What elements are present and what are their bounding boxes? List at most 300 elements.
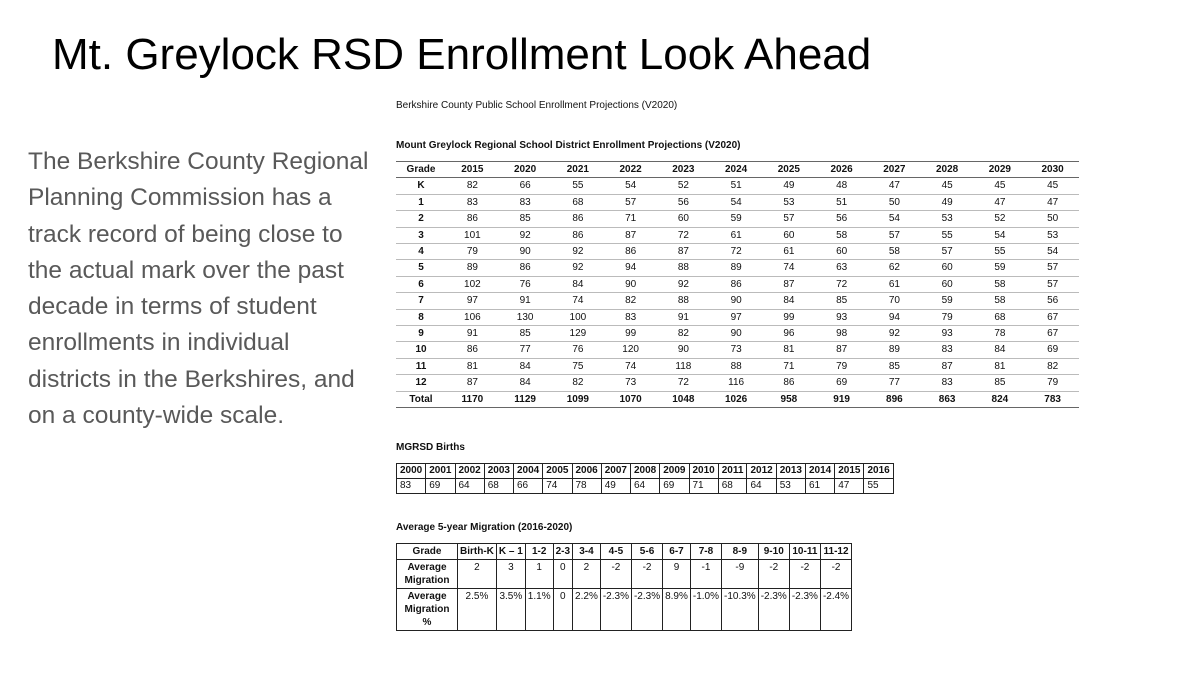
enrollment-cell: 99 bbox=[604, 326, 657, 342]
enrollment-cell: 85 bbox=[815, 293, 868, 309]
enrollment-cell: 57 bbox=[1026, 276, 1079, 292]
migration-value-cell: 2.2% bbox=[573, 589, 601, 631]
birth-year-cell: 2015 bbox=[835, 464, 864, 479]
enrollment-cell: 92 bbox=[552, 260, 605, 276]
enrollment-cell: 85 bbox=[499, 211, 552, 227]
enrollment-cell: 84 bbox=[552, 276, 605, 292]
enrollment-cell: 75 bbox=[552, 358, 605, 374]
enrollment-cell: 48 bbox=[815, 178, 868, 194]
grade-cell: 3 bbox=[396, 227, 446, 243]
birth-count-cell: 55 bbox=[864, 479, 893, 494]
enrollment-cell: 69 bbox=[1026, 342, 1079, 358]
enrollment-cell: 98 bbox=[815, 326, 868, 342]
enrollment-cell: 68 bbox=[974, 309, 1027, 325]
grade-cell: 9 bbox=[396, 326, 446, 342]
enrollment-cell: 92 bbox=[552, 244, 605, 260]
enrollment-cell: 68 bbox=[552, 194, 605, 210]
column-header: 2024 bbox=[710, 162, 763, 178]
migration-row bbox=[397, 560, 852, 589]
enrollment-cell: 97 bbox=[446, 293, 499, 309]
enrollment-cell: 73 bbox=[604, 375, 657, 391]
enrollment-cell: 118 bbox=[657, 358, 710, 374]
enrollment-cell: 91 bbox=[446, 326, 499, 342]
enrollment-cell: 71 bbox=[604, 211, 657, 227]
migration-value-cell: 8.9% bbox=[663, 589, 691, 631]
enrollment-cell: 82 bbox=[1026, 358, 1079, 374]
migration-value-cell: 9 bbox=[663, 560, 691, 589]
enrollment-cell: 89 bbox=[710, 260, 763, 276]
migration-column-header: 4-5 bbox=[600, 544, 631, 560]
migration-value-cell: -2 bbox=[631, 560, 662, 589]
enrollment-cell: 116 bbox=[710, 375, 763, 391]
enrollment-cell: 83 bbox=[446, 194, 499, 210]
enrollment-cell: 47 bbox=[1026, 194, 1079, 210]
column-header: 2029 bbox=[974, 162, 1027, 178]
body-text: The Berkshire County Regional Planning Commission has a track record of being close to the actual mark over the past decade in terms of student enrollments in individual districts in the Berkshires, and on a county-wide scale. bbox=[28, 148, 369, 430]
birth-count-cell: 69 bbox=[660, 479, 689, 494]
migration-value-cell: -2.3% bbox=[600, 589, 631, 631]
migration-value-cell: -1 bbox=[690, 560, 721, 589]
enrollment-cell: 53 bbox=[921, 211, 974, 227]
migration-row-label: Average Migration % bbox=[397, 589, 458, 631]
enrollment-cell: 67 bbox=[1026, 309, 1079, 325]
migration-value-cell: -9 bbox=[722, 560, 759, 589]
birth-count-cell: 74 bbox=[543, 479, 572, 494]
migration-value-cell: -2.4% bbox=[820, 589, 851, 631]
birth-year-cell: 2006 bbox=[572, 464, 601, 479]
migration-value-cell: 1 bbox=[525, 560, 553, 589]
enrollment-cell: 63 bbox=[815, 260, 868, 276]
enrollment-cell: 50 bbox=[868, 194, 921, 210]
enrollment-cell: 58 bbox=[974, 293, 1027, 309]
enrollment-cell: 56 bbox=[657, 194, 710, 210]
enrollment-cell: 91 bbox=[657, 309, 710, 325]
enrollment-cell: 45 bbox=[921, 178, 974, 194]
county-projections-label: Berkshire County Public School Enrollment Projections (V2020) bbox=[396, 100, 678, 111]
enrollment-cell: 86 bbox=[552, 211, 605, 227]
enrollment-cell: 58 bbox=[868, 244, 921, 260]
migration-column-header: 10-11 bbox=[789, 544, 820, 560]
enrollment-cell: 53 bbox=[1026, 227, 1079, 243]
enrollment-cell: 86 bbox=[604, 244, 657, 260]
enrollment-cell: 56 bbox=[815, 211, 868, 227]
enrollment-cell: 60 bbox=[657, 211, 710, 227]
enrollment-cell: 87 bbox=[763, 276, 816, 292]
enrollment-cell: 79 bbox=[1026, 375, 1079, 391]
table-row bbox=[396, 260, 1079, 276]
grade-cell: 10 bbox=[396, 342, 446, 358]
enrollment-cell: 129 bbox=[552, 326, 605, 342]
enrollment-cell: 84 bbox=[974, 342, 1027, 358]
total-cell: 1026 bbox=[710, 391, 763, 407]
enrollment-cell: 93 bbox=[921, 326, 974, 342]
table-row bbox=[396, 375, 1079, 391]
enrollment-cell: 87 bbox=[657, 244, 710, 260]
migration-value-cell: -2 bbox=[600, 560, 631, 589]
total-cell: 958 bbox=[763, 391, 816, 407]
enrollment-cell: 94 bbox=[604, 260, 657, 276]
enrollment-cell: 66 bbox=[499, 178, 552, 194]
enrollment-cell: 85 bbox=[974, 375, 1027, 391]
enrollment-cell: 72 bbox=[657, 375, 710, 391]
birth-count-cell: 71 bbox=[689, 479, 718, 494]
enrollment-cell: 81 bbox=[974, 358, 1027, 374]
grade-cell: 11 bbox=[396, 358, 446, 374]
total-cell: 1170 bbox=[446, 391, 499, 407]
enrollment-cell: 82 bbox=[657, 326, 710, 342]
birth-year-cell: 2016 bbox=[864, 464, 893, 479]
table-row bbox=[396, 276, 1079, 292]
enrollment-cell: 92 bbox=[657, 276, 710, 292]
enrollment-cell: 76 bbox=[499, 276, 552, 292]
enrollment-cell: 84 bbox=[499, 375, 552, 391]
grade-cell: 12 bbox=[396, 375, 446, 391]
enrollment-cell: 91 bbox=[499, 293, 552, 309]
enrollment-cell: 53 bbox=[763, 194, 816, 210]
enrollment-cell: 73 bbox=[710, 342, 763, 358]
enrollment-cell: 84 bbox=[499, 358, 552, 374]
enrollment-cell: 57 bbox=[868, 227, 921, 243]
migration-column-header: Grade bbox=[397, 544, 458, 560]
births-table bbox=[396, 463, 894, 494]
migration-value-cell: 2 bbox=[573, 560, 601, 589]
table-row bbox=[396, 194, 1079, 210]
migration-value-cell: 1.1% bbox=[525, 589, 553, 631]
table-row bbox=[396, 211, 1079, 227]
migration-column-header: 11-12 bbox=[820, 544, 851, 560]
district-projections-label: Mount Greylock Regional School District Enrollment Projections (V2020) bbox=[396, 140, 741, 151]
migration-value-cell: 3.5% bbox=[496, 589, 525, 631]
column-header: 2020 bbox=[499, 162, 552, 178]
birth-year-cell: 2007 bbox=[601, 464, 630, 479]
enrollment-cell: 72 bbox=[815, 276, 868, 292]
enrollment-cell: 90 bbox=[710, 293, 763, 309]
migration-row bbox=[397, 589, 852, 631]
migration-column-header: 6-7 bbox=[663, 544, 691, 560]
birth-year-cell: 2011 bbox=[718, 464, 747, 479]
birth-count-cell: 69 bbox=[426, 479, 455, 494]
births-label: MGRSD Births bbox=[396, 442, 465, 453]
enrollment-cell: 90 bbox=[604, 276, 657, 292]
enrollment-cell: 57 bbox=[1026, 260, 1079, 276]
column-header: Grade bbox=[396, 162, 446, 178]
column-header: 2021 bbox=[552, 162, 605, 178]
total-cell: 824 bbox=[974, 391, 1027, 407]
migration-column-header: 2-3 bbox=[553, 544, 572, 560]
migration-column-header: 3-4 bbox=[573, 544, 601, 560]
enrollment-cell: 78 bbox=[974, 326, 1027, 342]
enrollment-cell: 99 bbox=[763, 309, 816, 325]
enrollment-projections-table bbox=[396, 161, 1079, 408]
enrollment-cell: 54 bbox=[1026, 244, 1079, 260]
birth-year-cell: 2009 bbox=[660, 464, 689, 479]
enrollment-cell: 61 bbox=[763, 244, 816, 260]
enrollment-cell: 76 bbox=[552, 342, 605, 358]
enrollment-cell: 59 bbox=[921, 293, 974, 309]
enrollment-cell: 87 bbox=[446, 375, 499, 391]
table-row bbox=[396, 227, 1079, 243]
table-row bbox=[396, 309, 1079, 325]
grade-cell: 4 bbox=[396, 244, 446, 260]
migration-value-cell: 2 bbox=[458, 560, 497, 589]
enrollment-cell: 85 bbox=[868, 358, 921, 374]
enrollment-cell: 58 bbox=[815, 227, 868, 243]
migration-column-header: 1-2 bbox=[525, 544, 553, 560]
migration-column-header: Birth-K bbox=[458, 544, 497, 560]
enrollment-cell: 74 bbox=[604, 358, 657, 374]
enrollment-cell: 77 bbox=[868, 375, 921, 391]
migration-value-cell: -2.3% bbox=[789, 589, 820, 631]
migration-value-cell: 0 bbox=[553, 589, 572, 631]
enrollment-cell: 89 bbox=[868, 342, 921, 358]
enrollment-cell: 84 bbox=[763, 293, 816, 309]
enrollment-cell: 61 bbox=[868, 276, 921, 292]
enrollment-cell: 92 bbox=[499, 227, 552, 243]
enrollment-cell: 52 bbox=[974, 211, 1027, 227]
column-header: 2015 bbox=[446, 162, 499, 178]
enrollment-cell: 87 bbox=[815, 342, 868, 358]
enrollment-cell: 69 bbox=[815, 375, 868, 391]
grade-cell: 7 bbox=[396, 293, 446, 309]
births-values-row bbox=[397, 479, 894, 494]
column-header: 2023 bbox=[657, 162, 710, 178]
enrollment-cell: 60 bbox=[763, 227, 816, 243]
birth-year-cell: 2010 bbox=[689, 464, 718, 479]
column-header: 2028 bbox=[921, 162, 974, 178]
enrollment-cell: 120 bbox=[604, 342, 657, 358]
grade-cell: K bbox=[396, 178, 446, 194]
enrollment-cell: 96 bbox=[763, 326, 816, 342]
enrollment-cell: 59 bbox=[710, 211, 763, 227]
enrollment-cell: 74 bbox=[552, 293, 605, 309]
column-header: 2025 bbox=[763, 162, 816, 178]
slide-title: Mt. Greylock RSD Enrollment Look Ahead bbox=[52, 30, 872, 79]
enrollment-cell: 71 bbox=[763, 358, 816, 374]
birth-count-cell: 49 bbox=[601, 479, 630, 494]
table-header-row bbox=[396, 162, 1079, 178]
enrollment-cell: 55 bbox=[921, 227, 974, 243]
migration-value-cell: -10.3% bbox=[722, 589, 759, 631]
birth-count-cell: 66 bbox=[514, 479, 543, 494]
enrollment-cell: 79 bbox=[921, 309, 974, 325]
table-row bbox=[396, 244, 1079, 260]
enrollment-cell: 106 bbox=[446, 309, 499, 325]
migration-table bbox=[396, 543, 852, 631]
enrollment-cell: 60 bbox=[921, 276, 974, 292]
birth-count-cell: 47 bbox=[835, 479, 864, 494]
enrollment-cell: 54 bbox=[604, 178, 657, 194]
birth-year-cell: 2005 bbox=[543, 464, 572, 479]
birth-count-cell: 64 bbox=[747, 479, 776, 494]
birth-count-cell: 53 bbox=[776, 479, 805, 494]
total-row bbox=[396, 391, 1079, 407]
column-header: 2027 bbox=[868, 162, 921, 178]
migration-column-header: K – 1 bbox=[496, 544, 525, 560]
table-row bbox=[396, 358, 1079, 374]
enrollment-cell: 62 bbox=[868, 260, 921, 276]
enrollment-cell: 86 bbox=[710, 276, 763, 292]
enrollment-cell: 47 bbox=[974, 194, 1027, 210]
birth-year-cell: 2001 bbox=[426, 464, 455, 479]
migration-value-cell: -2 bbox=[820, 560, 851, 589]
migration-value-cell: -2 bbox=[758, 560, 789, 589]
enrollment-cell: 77 bbox=[499, 342, 552, 358]
enrollment-cell: 61 bbox=[710, 227, 763, 243]
enrollment-cell: 88 bbox=[657, 293, 710, 309]
total-cell: 863 bbox=[921, 391, 974, 407]
enrollment-cell: 85 bbox=[499, 326, 552, 342]
enrollment-cell: 130 bbox=[499, 309, 552, 325]
total-cell: 896 bbox=[868, 391, 921, 407]
enrollment-cell: 47 bbox=[868, 178, 921, 194]
enrollment-cell: 82 bbox=[604, 293, 657, 309]
enrollment-cell: 81 bbox=[446, 358, 499, 374]
migration-value-cell: 3 bbox=[496, 560, 525, 589]
birth-count-cell: 78 bbox=[572, 479, 601, 494]
enrollment-cell: 100 bbox=[552, 309, 605, 325]
total-cell: 919 bbox=[815, 391, 868, 407]
birth-year-cell: 2000 bbox=[397, 464, 426, 479]
enrollment-cell: 82 bbox=[446, 178, 499, 194]
column-header: 2026 bbox=[815, 162, 868, 178]
total-cell: 1099 bbox=[552, 391, 605, 407]
enrollment-cell: 57 bbox=[604, 194, 657, 210]
enrollment-cell: 57 bbox=[921, 244, 974, 260]
enrollment-cell: 86 bbox=[552, 227, 605, 243]
enrollment-cell: 86 bbox=[446, 211, 499, 227]
birth-year-cell: 2012 bbox=[747, 464, 776, 479]
enrollment-cell: 59 bbox=[974, 260, 1027, 276]
enrollment-cell: 70 bbox=[868, 293, 921, 309]
birth-count-cell: 61 bbox=[805, 479, 834, 494]
enrollment-cell: 93 bbox=[815, 309, 868, 325]
enrollment-cell: 87 bbox=[604, 227, 657, 243]
enrollment-cell: 52 bbox=[657, 178, 710, 194]
migration-column-header: 9-10 bbox=[758, 544, 789, 560]
column-header: 2022 bbox=[604, 162, 657, 178]
enrollment-cell: 72 bbox=[657, 227, 710, 243]
enrollment-cell: 86 bbox=[763, 375, 816, 391]
enrollment-cell: 87 bbox=[921, 358, 974, 374]
migration-value-cell: -2.3% bbox=[631, 589, 662, 631]
migration-header-row bbox=[397, 544, 852, 560]
enrollment-cell: 55 bbox=[974, 244, 1027, 260]
enrollment-cell: 60 bbox=[921, 260, 974, 276]
enrollment-cell: 81 bbox=[763, 342, 816, 358]
enrollment-cell: 57 bbox=[763, 211, 816, 227]
total-cell: 1048 bbox=[657, 391, 710, 407]
migration-column-header: 8-9 bbox=[722, 544, 759, 560]
enrollment-cell: 49 bbox=[763, 178, 816, 194]
enrollment-cell: 49 bbox=[921, 194, 974, 210]
enrollment-cell: 82 bbox=[552, 375, 605, 391]
enrollment-cell: 60 bbox=[815, 244, 868, 260]
enrollment-cell: 102 bbox=[446, 276, 499, 292]
migration-column-header: 5-6 bbox=[631, 544, 662, 560]
enrollment-cell: 55 bbox=[552, 178, 605, 194]
grade-cell: 1 bbox=[396, 194, 446, 210]
enrollment-cell: 90 bbox=[499, 244, 552, 260]
enrollment-cell: 83 bbox=[921, 375, 974, 391]
migration-value-cell: 2.5% bbox=[458, 589, 497, 631]
grade-cell: 2 bbox=[396, 211, 446, 227]
births-years-row bbox=[397, 464, 894, 479]
enrollment-cell: 94 bbox=[868, 309, 921, 325]
birth-year-cell: 2004 bbox=[514, 464, 543, 479]
birth-year-cell: 2008 bbox=[631, 464, 660, 479]
enrollment-cell: 50 bbox=[1026, 211, 1079, 227]
enrollment-cell: 83 bbox=[499, 194, 552, 210]
enrollment-cell: 54 bbox=[868, 211, 921, 227]
enrollment-cell: 51 bbox=[815, 194, 868, 210]
birth-year-cell: 2002 bbox=[455, 464, 484, 479]
grade-cell: 5 bbox=[396, 260, 446, 276]
total-cell: 1129 bbox=[499, 391, 552, 407]
birth-count-cell: 83 bbox=[397, 479, 426, 494]
enrollment-cell: 67 bbox=[1026, 326, 1079, 342]
migration-row-label: Average Migration bbox=[397, 560, 458, 589]
birth-count-cell: 64 bbox=[455, 479, 484, 494]
enrollment-cell: 101 bbox=[446, 227, 499, 243]
birth-count-cell: 68 bbox=[484, 479, 513, 494]
total-cell: 1070 bbox=[604, 391, 657, 407]
enrollment-cell: 90 bbox=[710, 326, 763, 342]
enrollment-cell: 86 bbox=[446, 342, 499, 358]
enrollment-cell: 79 bbox=[446, 244, 499, 260]
table-row bbox=[396, 342, 1079, 358]
enrollment-cell: 79 bbox=[815, 358, 868, 374]
table-row bbox=[396, 293, 1079, 309]
grade-cell: 6 bbox=[396, 276, 446, 292]
enrollment-cell: 54 bbox=[710, 194, 763, 210]
birth-year-cell: 2003 bbox=[484, 464, 513, 479]
total-cell: 783 bbox=[1026, 391, 1079, 407]
migration-column-header: 7-8 bbox=[690, 544, 721, 560]
birth-count-cell: 68 bbox=[718, 479, 747, 494]
enrollment-cell: 90 bbox=[657, 342, 710, 358]
migration-value-cell: -2.3% bbox=[758, 589, 789, 631]
enrollment-cell: 74 bbox=[763, 260, 816, 276]
migration-label: Average 5-year Migration (2016-2020) bbox=[396, 522, 573, 533]
enrollment-cell: 86 bbox=[499, 260, 552, 276]
birth-year-cell: 2014 bbox=[805, 464, 834, 479]
migration-value-cell: -1.0% bbox=[690, 589, 721, 631]
enrollment-cell: 45 bbox=[1026, 178, 1079, 194]
enrollment-cell: 54 bbox=[974, 227, 1027, 243]
table-row bbox=[396, 326, 1079, 342]
enrollment-cell: 51 bbox=[710, 178, 763, 194]
enrollment-cell: 83 bbox=[921, 342, 974, 358]
enrollment-cell: 92 bbox=[868, 326, 921, 342]
migration-value-cell: 0 bbox=[553, 560, 572, 589]
enrollment-cell: 72 bbox=[710, 244, 763, 260]
migration-value-cell: -2 bbox=[789, 560, 820, 589]
enrollment-cell: 89 bbox=[446, 260, 499, 276]
total-label: Total bbox=[396, 391, 446, 407]
birth-year-cell: 2013 bbox=[776, 464, 805, 479]
enrollment-cell: 58 bbox=[974, 276, 1027, 292]
enrollment-cell: 97 bbox=[710, 309, 763, 325]
enrollment-cell: 45 bbox=[974, 178, 1027, 194]
enrollment-cell: 83 bbox=[604, 309, 657, 325]
enrollment-cell: 88 bbox=[657, 260, 710, 276]
enrollment-cell: 88 bbox=[710, 358, 763, 374]
column-header: 2030 bbox=[1026, 162, 1079, 178]
grade-cell: 8 bbox=[396, 309, 446, 325]
table-row bbox=[396, 178, 1079, 194]
birth-count-cell: 64 bbox=[631, 479, 660, 494]
enrollment-cell: 56 bbox=[1026, 293, 1079, 309]
